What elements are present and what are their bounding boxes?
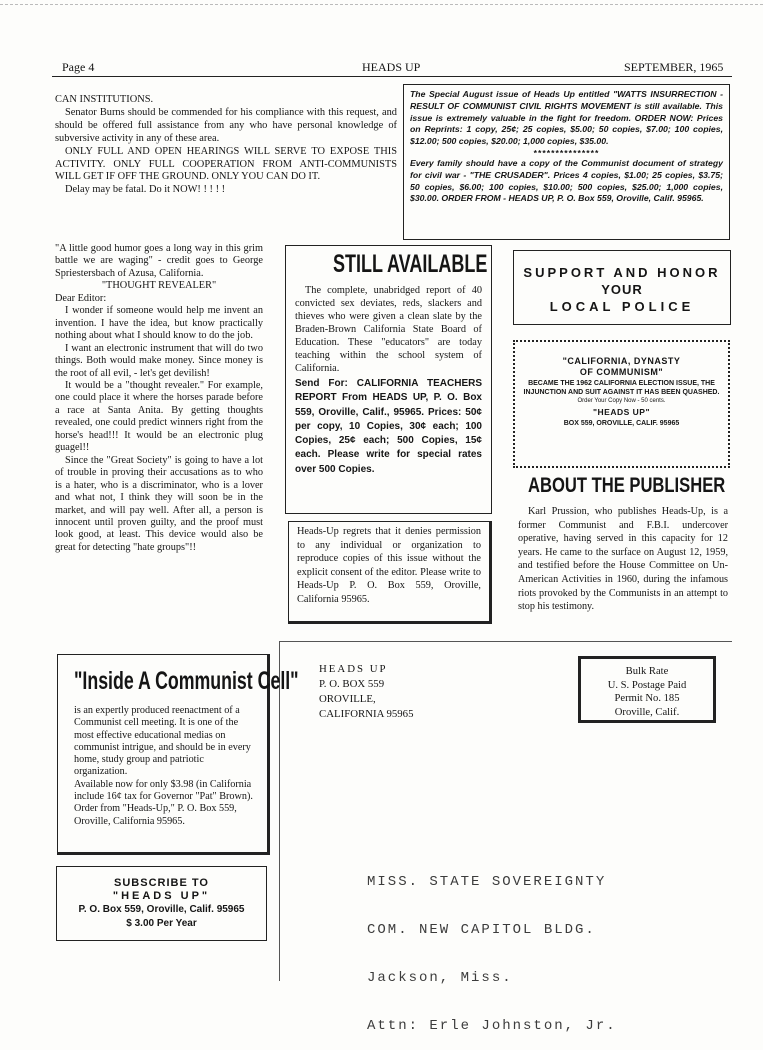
indicia-line: Bulk Rate [625, 666, 669, 677]
addressee-line: Jackson, Miss. [367, 970, 513, 986]
special-issue-text: The Special August issue of Heads Up entitled "WATTS INSURRECTION - RESULT OF COMMUNIST CIVIL RIGHTS MOVEMENT is still available. This issue is extremely valuable in the fight for freedom. ORDER NOW: Prices on Reprints: 1 copy, 25¢; 25 copies, $5.00; 50 copies, $7.00; 100 copies, $12.00; 500 copies, $20.00; 1,000 copies, $35.00. [410, 89, 723, 147]
dynasty-address: BOX 559, OROVILLE, CALIF. 95965 [563, 420, 680, 427]
police-line: SUPPORT AND HONOR [523, 265, 721, 280]
dynasty-title: OF COMMUNISM" [579, 367, 664, 377]
police-line: YOUR [601, 282, 643, 297]
publisher-title: ABOUT THE PUBLISHER [528, 474, 726, 497]
bulk-rate-indicia [578, 656, 716, 723]
dynasty-order: Order Your Copy Now - 50 cents. [577, 398, 666, 404]
crusader-text: Every family should have a copy of the Communist document of strategy for civil war - "THE CRUSADER". Prices 4 copies, $1.00; 25 copies, $3.75; 50 copies, $6.00; 100 copies, $10.00; 500 copies, $25.00; 1,000 copies, $30.00. ORDER FROM - HEADS UP, P. O. Box 559, Oroville, Calif. 95965. [410, 157, 723, 204]
communist-cell-box [57, 654, 299, 855]
dynasty-from: "HEADS UP" [593, 407, 650, 417]
permission-notice: Heads-Up regrets that it denies permission to any individual or organization to reproduce copies of this issue without the explicit consent of the editor. Please write to Heads-Up P. O. Box 559, Oroville, California 95965. [297, 526, 481, 605]
return-address [319, 662, 413, 722]
dynasty-body: BECAME THE 1962 CALIFORNIA ELECTION ISSUE, THE INJUNCTION AND SUIT AGAINST IT HAS BEEN QUASHED. [523, 380, 720, 396]
subscribe-address: P. O. Box 559, Oroville, Calif. 95965 [78, 904, 245, 915]
addressee-label [367, 842, 617, 1050]
subscribe-line: SUBSCRIBE TO [114, 877, 209, 889]
communist-cell-body: is an expertly produced reenactment of a Communist cell meeting. It is one of the most effective educational medias on communist intrigue, and should be in every home, study group and patriotic organization. [74, 705, 251, 778]
still-available-body: The complete, unabridged report of 40 convicted sex deviates, reds, slackers and thieves who were given a clean slate by the Braden-Brown California State Board of Education. These "educators" are today teaching within the school system of California. [295, 285, 482, 374]
communist-cell-order: Available now for only $3.98 (in California include 16¢ tax for Governor "Pat" Brown). Order from "Heads-Up," P. O. Box 559, Oroville, California 95965. [74, 778, 253, 827]
indicia-line: Oroville, Calif. [614, 706, 680, 718]
permission-notice-box [288, 521, 492, 624]
article-paragraph: It would be a "thought revealer." For example, one could place it where the horses parade before a race at Santa Anita. By getting thoughts revealed, one could predict winners right from the horse's head!!! It would be an electronic plug guagel!! [55, 379, 263, 454]
addressee-line: Attn: Erle Johnston, Jr. [367, 1018, 617, 1034]
article-paragraph: I want an electronic instrument that will do two things. Both would make money. Since money is the root of all evil, - let's get devilish! [55, 342, 263, 379]
article-paragraph: Since the "Great Society" is going to have a lot of trouble in proving their accusations as to who is a hater, who is a discriminator, who is a lover and what not, I think they will soon be in the market, and will pay well. After all, a person is innocent until proven guilty, and the proof must look good, at least. This device would also be great for detecting "hate groups"!! [55, 454, 263, 553]
addressee-line: COM. NEW CAPITOL BLDG. [367, 922, 596, 938]
indicia-line: U. S. Postage Paid [607, 679, 687, 691]
still-available-box [285, 245, 492, 514]
dynasty-title: "CALIFORNIA, DYNASTY [562, 356, 681, 366]
special-issue-box [403, 84, 730, 240]
article-intro: "A little good humor goes a long way in this grim battle we are waging" - credit goes to George Spriestersbach of Azusa, California. [55, 243, 263, 279]
article-paragraph: I wonder if someone would help me invent an invention. I have the idea, but know practically nothing about what I should know to do the job. [55, 305, 263, 342]
return-address-line: HEADS UP [319, 663, 388, 675]
issue-date: SEPTEMBER, 1965 [624, 60, 724, 74]
still-available-title: STILL AVAILABLE [333, 250, 488, 278]
header-rule [52, 76, 732, 77]
intro-line: ONLY FULL AND OPEN HEARINGS WILL SERVE TO EXPOSE THIS ACTIVITY. ONLY FULL COOPERATION FROM ANTI-COMMUNISTS WILL GET IF OFF THE GROUND. ONLY YOU CAN DO IT. [55, 145, 397, 183]
addressee-line: MISS. STATE SOVEREIGNTY [367, 874, 607, 890]
subscribe-box [56, 866, 267, 941]
page-number: Page 4 [62, 60, 95, 74]
page-top-edge [0, 4, 763, 5]
intro-line: Senator Burns should be commended for his compliance with this request, and should be offered full assistance from any who have personal knowledge of subversive activity in any of these area. [55, 106, 397, 144]
stars-divider: *************** [533, 147, 600, 158]
return-address-line: OROVILLE, [319, 693, 376, 705]
communist-cell-title: "Inside A Communist Cell" [74, 667, 299, 695]
intro-text [55, 94, 397, 197]
masthead: HEADS UP [362, 60, 421, 74]
indicia-line: Permit No. 185 [614, 693, 680, 704]
return-address-line: CALIFORNIA 95965 [319, 708, 414, 720]
subscribe-line: "HEADS UP" [112, 890, 211, 902]
police-line: LOCAL POLICE [549, 299, 695, 314]
subscribe-price: $ 3.00 Per Year [126, 918, 197, 929]
article-title: "THOUGHT REVEALER" [101, 280, 217, 292]
thought-revealer-article [55, 243, 263, 554]
intro-line: Delay may be fatal. Do it NOW! ! ! ! ! [65, 184, 226, 196]
police-box [513, 250, 731, 325]
publisher-body: Karl Prussion, who publishes Heads-Up, is a former Communist and F.B.I. undercover operative, having served in this capacity for 12 years. He came to the surface on August 12, 1959, and testified before the House Committee on Un-American Activities in 1960, during the infamous riots provoked by the Communists in an attempt to stop his testimony. [518, 506, 728, 613]
dynasty-box [513, 340, 730, 468]
mailer-rule [279, 641, 732, 642]
teachers-report-order: Send For: CALIFORNIA TEACHERS REPORT From HEADS UP, P. O. Box 559, Oroville, Calif., 95965. Prices: 50¢ per copy, 10 Copies, 30¢ each; 100 Copies, 25¢ each; 500 Copies, 15¢ each. Please write for special rates over 500 Copies. [295, 378, 482, 475]
salutation: Dear Editor: [55, 292, 107, 304]
return-address-line: P. O. BOX 559 [319, 678, 385, 690]
intro-line: CAN INSTITUTIONS. [55, 94, 154, 105]
